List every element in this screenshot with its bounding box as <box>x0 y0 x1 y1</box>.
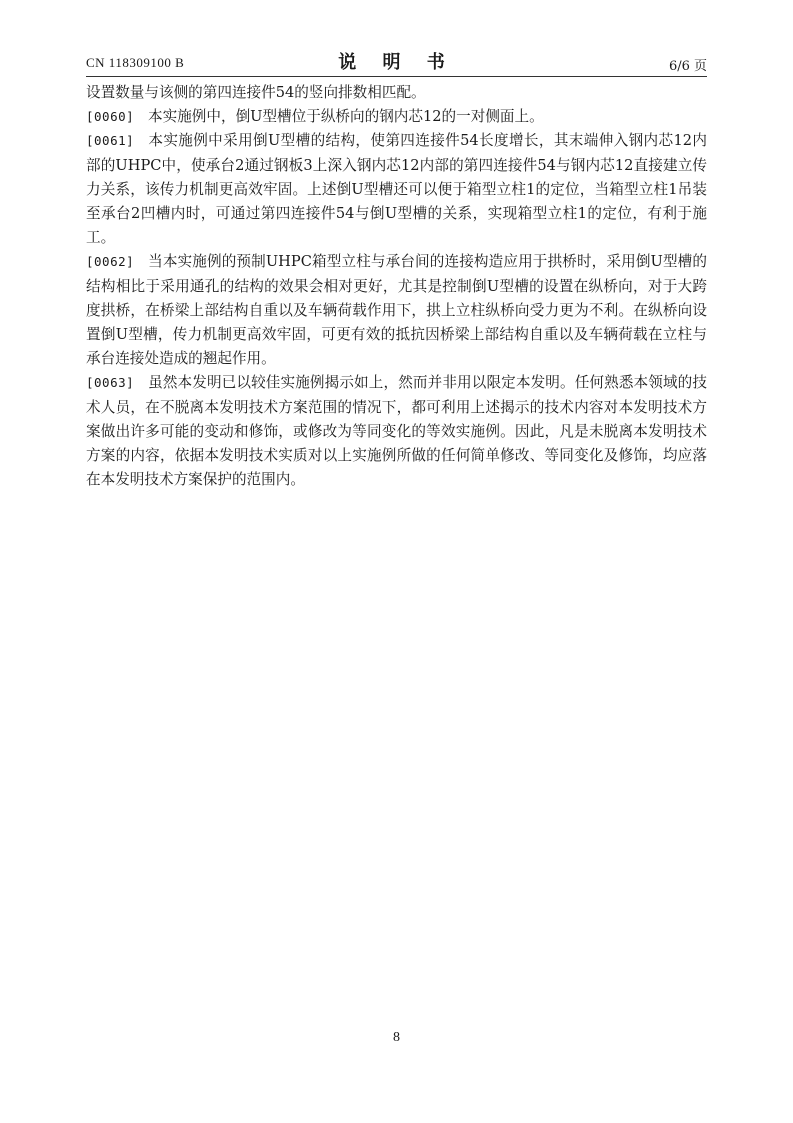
page-header <box>86 48 707 74</box>
paragraph-number: [0061] <box>86 133 135 149</box>
paragraph-text: 当本实施例的预制UHPC箱型立柱与承台间的连接构造应用于拱桥时，采用倒U型槽的结构相比于采用通孔的结构的效果会相对更好，尤其是控制倒U型槽的设置在纵桥向，对于大跨度拱桥，在桥梁上部结构自重以及车辆荷载作用下，拱上立柱纵桥向受力更为不利。在纵桥向设置倒U型槽，传力机制更高效牢固，可更有效的抵抗因桥梁上部结构自重以及车辆荷载在立柱与承台连接处造成的翘起作用。 <box>86 253 707 368</box>
publication-number: CN 118309100 B <box>86 55 185 70</box>
paragraph-0060 <box>86 105 707 129</box>
paragraph-text: 本实施例中采用倒U型槽的结构，使第四连接件54长度增长，其末端伸入钢内芯12内部的UHPC中，使承台2通过钢板3上深入钢内芯12内部的第四连接件54与钢内芯12直接建立传力关系，该传力机制更高效牢固。上述倒U型槽还可以便于箱型立柱1的定位，当箱型立柱1吊装至承台2凹槽内时，可通过第四连接件54与倒U型槽的关系，实现箱型立柱1的定位，有利于施工。 <box>86 132 707 247</box>
paragraph-0063 <box>86 371 707 492</box>
paragraph-text: 设置数量与该侧的第四连接件54的竖向排数相匹配。 <box>86 84 426 101</box>
paragraph-number: [0062] <box>86 254 135 270</box>
page-number: 8 <box>393 1030 400 1045</box>
paragraph-text: 虽然本发明已以较佳实施例揭示如上，然而并非用以限定本发明。任何熟悉本领域的技术人员，在不脱离本发明技术方案范围的情况下，都可利用上述揭示的技术内容对本发明技术方案做出许多可能的变动和修饰，或修改为等同变化的等效实施例。因此，凡是未脱离本发明技术方案的内容，依据本发明技术实质对以上实施例所做的任何简单修改、等同变化及修饰，均应落在本发明技术方案保护的范围内。 <box>86 374 707 489</box>
paragraph-number: [0060] <box>86 109 135 125</box>
header-divider <box>86 76 707 77</box>
page-count: 6/6 页 <box>668 59 707 74</box>
paragraph-number: [0063] <box>86 375 135 391</box>
document-title: 说 明 书 <box>338 52 455 73</box>
paragraph-0062 <box>86 250 707 371</box>
paragraph-0061 <box>86 129 707 250</box>
paragraph-continuation <box>86 81 707 105</box>
paragraph-text: 本实施例中，倒U型槽位于纵桥向的钢内芯12的一对侧面上。 <box>148 108 544 126</box>
document-body <box>86 81 707 492</box>
